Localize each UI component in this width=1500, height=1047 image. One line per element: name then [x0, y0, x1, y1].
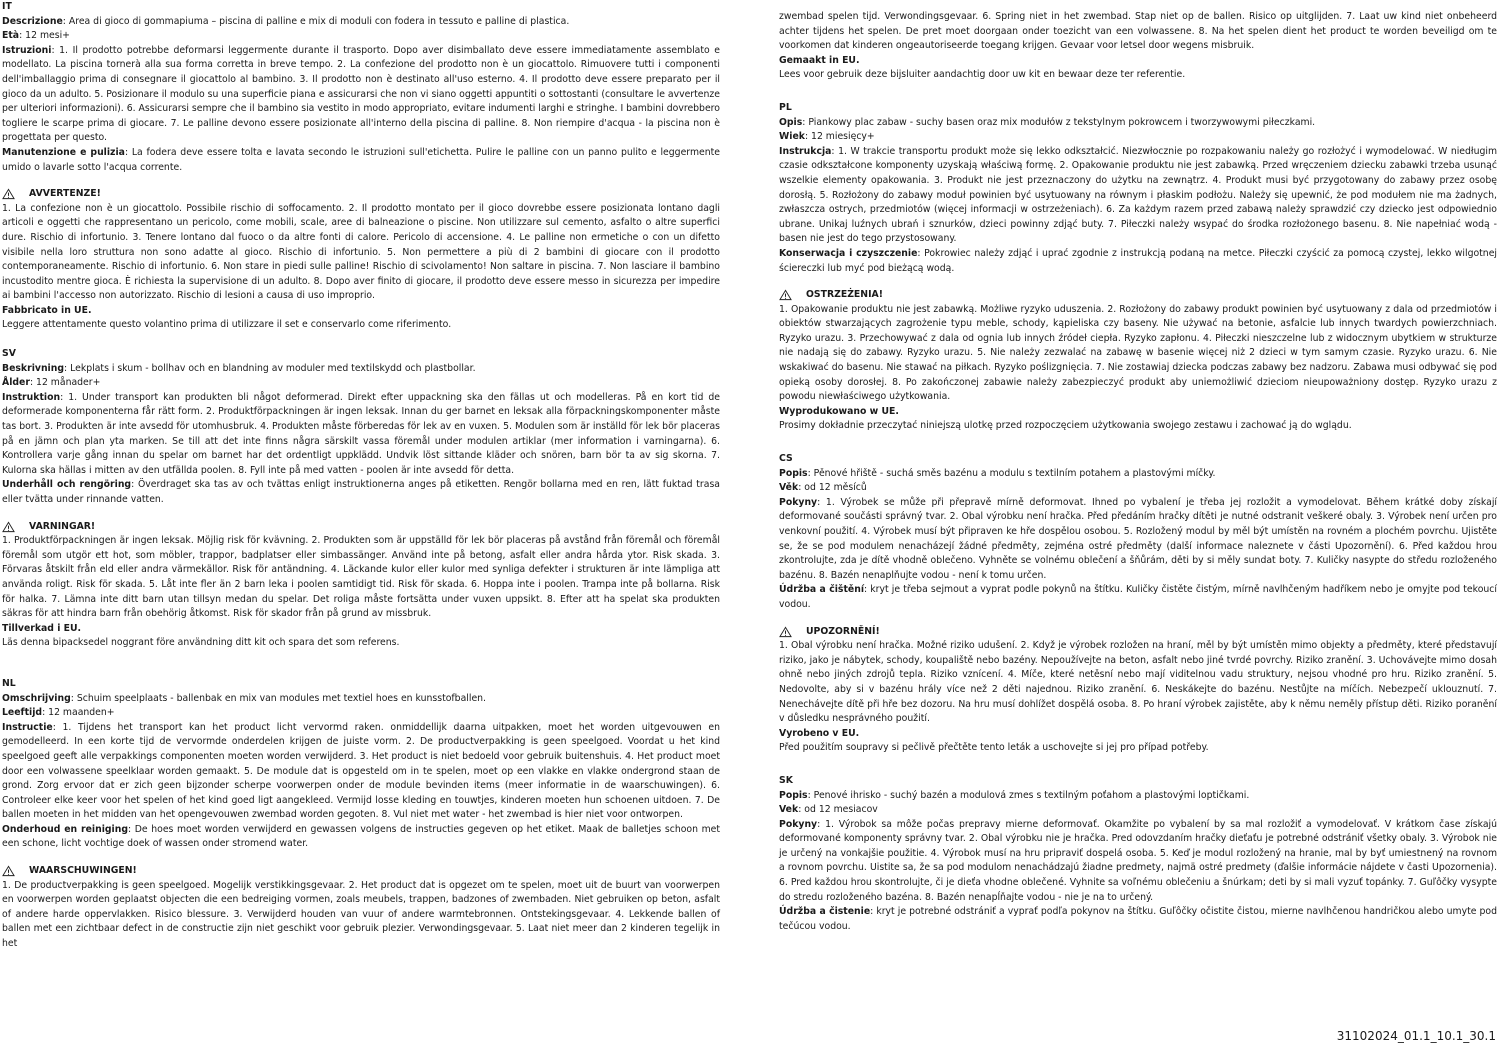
- description: Opis: Piankowy plac zabaw - suchy basen oraz mix modułów z tekstylnym pokrowcem i tworzywowymi piłeczkami.: [779, 116, 1316, 128]
- section-pl: [779, 101, 1497, 434]
- warnings-text: 1. Opakowanie produktu nie jest zabawką. Możliwe ryzyko uduszenia. 2. Rozłożony do zabawy produkt powinien być usytuowany z dala od przedmiotów i obiektów stwarzających zagrożenie typu meble, schody, kąpieliska czy baseny. Nie używać na betonie, asfalcie lub innych twardych powierzchniach. Ryzyko urazu. 3. Przechowywać z dala od ognia lub innych źródeł ciepła. Ryzyko zapłonu. 4. Piłeczki nieszczelne lub z widocznym ubytkiem w strukturze nie nadają się do zabawy. Ryzyko urazu. 5. Nie należy zezwalać na zabawę w basenie więcej niż 2 dzieci w tym samym czasie. Ryzyko urazu. 6. Nie wskakiwać do basenu. Nie stawać na piłkach. Ryzyko poślizgnięcia. 7. Nie zostawiaj dziecka podczas zabawy bez nadzoru. Zabawa musi odbywać się pod opieką osoby dorosłej. 8. Po zakończonej zabawie należy zabezpieczyć produkt aby uniemożliwić dzieciom nieupoważniony dostęp. Ryzyko urazu z powodu niewłaściwego użytkowania.: [779, 303, 1497, 403]
- warnings-heading: AVVERTENZE!: [2, 187, 720, 202]
- warning-triangle-icon: [779, 289, 792, 301]
- maintenance: Manutenzione e pulizia: La fodera deve essere tolta e lavata secondo le istruzioni sull'etichetta. Pulire le palline con un panno pulito e leggermente umido o lavarle sotto l'acqua corrente.: [2, 146, 720, 173]
- document-code: 31102024_01.1_10.1_30.1: [1336, 1029, 1496, 1043]
- section-it: [2, 0, 720, 333]
- read-note: Lees voor gebruik deze bijsluiter aandachtig door uw kit en bewaar deze ter referentie.: [779, 69, 1186, 81]
- lang-code: CS: [779, 453, 793, 465]
- section-nl: [2, 677, 720, 952]
- right-column: [779, 10, 1497, 948]
- lang-code: IT: [2, 1, 12, 12]
- instructions: Pokyny: 1. Výrobek se může při přepravě mírně deformovat. Ihned po vybalení je třeba jej rozložit a vymodelovat. Během krátké doby získají deformované součásti správný tvar. 2. Obal výrobku není hračka. Před předáním hračky dítěti je nutné odstranit veškeré obaly. 3. Výrobek není určen pro venkovní použití. 4. Výrobek musí být připraven ke hře dospělou osobou. 5. Rozložený modul by měl být umístěn na rovném a plochém povrchu. Ujistěte se, že se pod modulem nenacházejí žádné předměty, zejména ostré předměty (další informace naleznete v části Upozornění). 6. Před každou hrou zkontrolujte, zda je dítě vhodně oblečeno. Vyhněte se volnému oblečení a šňůrám, děti by si měly sundat boty. 7. Kuličky nasypte do středu rozloženého bazénu. 8. Bazén nenaplňujte vodou - není k tomu určen.: [779, 496, 1497, 581]
- age: Età: 12 mesi+: [2, 30, 70, 42]
- instructions: Instructie: 1. Tijdens het transport kan het product licht vervormd raken. onmiddellijk daarna uitpakken, moet het worden uitgevouwen en gemodelleerd. In een korte tijd de vervormde onderdelen krijgen de juiste vorm. 2. De productverpakking is geen speelgoed. Voordat u het kind speelgoed geeft alle verpakkings componenten moeten worden verwijderd. 3. Het product is niet bedoeld voor gebruik buitenshuis. 4. Het product moet door een volwassene speelklaar worden gemaakt. 5. De module dat is opgesteld om in te spelen, moet op een vlakke en vlakke ondergrond staan de grond. Zorg ervoor dat er zich geen bijzonder scherpe voorwerpen onder de module bevinden items (meer informatie in de waarschuwingen). 6. Controleer elke keer voor het spelen of het kind goed ligt aangekleed. Vermijd losse kleding en touwtjes, kinderen moeten hun schoenen uitdoen. 7. De ballen moeten in het midden van het opengevouwen zwembad worden gegoten. 8. Vul niet met water - het zwembad is hier niet voor ontworpen.: [2, 721, 720, 821]
- maintenance: Údržba a čistenie: kryt je potrebné odstrániť a vyprať podľa pokynov na štítku. Guľôčky očistite čistou, mierne navlhčenou handričkou alebo umyte pod tečúcou vodou.: [779, 906, 1497, 932]
- age: Věk: od 12 měsíců: [779, 482, 867, 494]
- lang-code: PL: [779, 101, 792, 113]
- description: Popis: Pěnové hřiště - suchá směs bazénu a modulu s textilním potahem a plastovými míčky.: [779, 467, 1216, 479]
- instructions: Istruzioni: 1. Il prodotto potrebbe deformarsi leggermente durante il trasporto. Dopo aver disimballato deve essere immediatamente assemblato e modellato. La piscina tornerà alla sua forma corretta in breve tempo. 2. La confezione del prodotto non è un giocattolo. Rimuovere tutti i componenti dell'imballaggio prima di consegnare il giocattolo al bambino. 3. Il prodotto non è destinato all'uso esterno. 4. Il prodotto deve essere preparato per il gioco da un adulto. 5. Posizionare il modulo su una superficie piana e assicurarsi che non vi siano oggetti appuntiti o sottostanti (consultare le avvertenze per ulteriori informazioni). 6. Assicurarsi sempre che il bambino sia vestito in modo appropriato, evitare indumenti larghi e stringhe. I bambini dovrebbero togliere le scarpe prima di giocare. 7. Le palline devono essere posizionate all'interno della piscina di palline. 8. Non riempire d'acqua - la piscina non è progettata per questo.: [2, 44, 720, 144]
- lang-code: SV: [2, 348, 16, 360]
- warnings-text: 1. La confezione non è un giocattolo. Possibile rischio di soffocamento. 2. Il prodotto montato per il gioco dovrebbe essere posizionata lontano dagli articoli e oggetti che rappresentano un pericolo, come mobili, scale, aree di balneazione o piscine. Non utilizzare sul cemento, asfalto o altre superfici dure. Rischio di infortunio. 3. Tenere lontano dal fuoco o da altre fonti di calore. Pericolo di accensione. 4. Le palline non ermetiche o con un difetto visibile nella loro struttura non sono adatte al gioco. Rischio di infortunio. 5. Non permettere a più di 2 bambini di giocare con il prodotto contemporaneamente. Rischio di infortunio. 6. Non stare in piedi sulle palline! Rischio di scivolamento! Non saltare in piscina. 7. Non lasciare il bambino incustodito mentre gioca. È richiesta la supervisione di un adulto. 8. Dopo aver finito di giocare, il prodotto deve essere messo in sicurezza per impedire ai bambini l'accesso non autorizzato. Rischio di lesioni a causa di uso improprio.: [2, 202, 720, 302]
- maintenance: Onderhoud en reiniging: De hoes moet worden verwijderd en gewassen volgens de instructies gegeven op het etiket. Maak de balletjes schoon met een schone, licht vochtige doek of wassen onder stromend water.: [2, 823, 720, 850]
- warnings-text: 1. Produktförpackningen är ingen leksak. Möjlig risk för kvävning. 2. Produkten som är uppställd för lek bör placeras på avstånd från föremål och föremål föremål som utgör ett hot, som möbler, trappor, badplatser eller simbassänger. Använd inte på betong, asfalt eller andra hårda ytor. Risk skada. 3. Förvaras åtskilt från eld eller andra värmekällor. Risk för antändning. 4. Läckande kulor eller kulor med synliga defekter i strukturen är inte lämpliga att använda roligt. Risk för skada. 5. Låt inte fler än 2 barn leka i poolen samtidigt tid. Risk för skada. 6. Hoppa inte i poolen. Trampa inte på bollarna. Risk för halka. 7. Lämna inte ditt barn utan tillsyn medan du spelar. Det roliga måste fortsätta under vuxen uppsikt. 8. Efter att ha spelat ska produkten säkras för att hindra barn från obehörig åtkomst. Risk för skador från på grund av missbruk.: [2, 535, 720, 620]
- section-sk: [779, 774, 1497, 935]
- warnings-heading: VARNINGAR!: [2, 520, 720, 535]
- warning-triangle-icon: [779, 626, 792, 638]
- description: Descrizione: Area di gioco di gommapiuma – piscina di palline e mix di moduli con fodera in tessuto e palline di plastica.: [2, 15, 570, 27]
- made-in: Vyrobeno v EU.: [779, 727, 860, 739]
- maintenance: Konserwacja i czyszczenie: Pokrowiec należy zdjąć i uprać zgodnie z instrukcją podaną na metce. Piłeczki czyścić za pomocą czystej, lekko wilgotnej ściereczki lub myć pod bieżącą wodą.: [779, 247, 1497, 274]
- made-in: Wyprodukowano w UE.: [779, 405, 899, 417]
- warning-triangle-icon: [2, 865, 15, 877]
- section-nl-continued: [779, 10, 1497, 83]
- read-note: Před použitím soupravy si pečlivě přečtěte tento leták a uschovejte si jej pro případ potřeby.: [779, 742, 1209, 754]
- age: Leeftijd: 12 maanden+: [2, 707, 115, 719]
- maintenance: Údržba a čištění: kryt je třeba sejmout a vyprat podle pokynů na štítku. Kuličky čistěte čistým, mírně navlhčeným hadříkem nebo je omyjte pod tekoucí vodou.: [779, 584, 1497, 610]
- warnings-text: 1. De productverpakking is geen speelgoed. Mogelijk verstikkingsgevaar. 2. Het product dat is opgezet om te spelen, moet uit de buurt van voorwerpen en voorwerpen worden geplaatst objecten die een bedreiging vormen, zoals meubels, trappen, badzones of zwembaden. Niet gebruiken op beton, asfalt of andere harde oppervlakken. Risico blessure. 3. Verwijderd houden van vuur of andere warmtebronnen. Ontstekingsgevaar. 4. Lekkende ballen of ballen met een zichtbaar defect in de constructie zijn niet geschikt voor gebruik plezier. Verwondingsgevaar. 5. Laat niet meer dan 2 kinderen tegelijk in het: [2, 879, 720, 950]
- warnings-heading: UPOZORNĚNÍ!: [779, 625, 1497, 640]
- section-sv: [2, 347, 720, 651]
- lang-code: SK: [779, 774, 793, 786]
- age: Ålder: 12 månader+: [2, 377, 101, 389]
- description: Beskrivning: Lekplats i skum - bollhav och en blandning av moduler med textilskydd och plastbollar.: [2, 362, 476, 374]
- instructions: Instrukcja: 1. W trakcie transportu produkt może się lekko odkształcić. Niezwłocznie po rozpakowaniu należy go rozłożyć i wymodelować. W niedługim czasie odkształcone komponenty uzyskają właściwą formę. 2. Opakowanie produktu nie jest zabawką. Przed wręczeniem dziecku zabawki trzeba usunąć wszelkie elementy opakowania. 3. Produkt nie jest przeznaczony do użytku na zewnątrz. 4. Produkt musi być przygotowany do zabawy przez osobę dorosłą. 5. Rozłożony do zabawy moduł powinien być usytuowany na równym i płaskim podłożu. Należy się upewnić, że pod modułem nie ma żadnych, zwłaszcza ostrych, przedmiotów (więcej informacji w ostrzeżeniach). 6. Za każdym razem przed zabawą należy sprawdzić czy dziecko jest odpowiednio ubrane. Unikaj luźnych ubrań i sznurków, dzieci powinny zdjąć buty. 7. Piłeczki należy wsypać do środka rozłożonego basenu. 8. Nie napełniać wodą - basen nie jest do tego przystosowany.: [779, 145, 1497, 245]
- made-in: Tillverkad i EU.: [2, 622, 82, 634]
- warning-triangle-icon: [2, 188, 15, 200]
- instructions: Pokyny: 1. Výrobok sa môže počas prepravy mierne deformovať. Okamžite po vybalení by sa mal rozložiť a vymodelovať. V krátkom čase získajú deformované komponenty správny tvar. 2. Obal výrobku nie je hračka. Pred odovzdaním hračky dieťaťu je potrebné odstrániť všetky obaly. 3. Výrobok nie je určený na vonkajšie použitie. 4. Výrobok musí na hru pripraviť dospelá osoba. 5. Keď je modul rozložený na hranie, mal by byť umiestnený na rovnom a rovnom povrchu. Uistite sa, že sa pod modulom nenachádzajú žiadne predmety, najmä ostré predmety (ďalšie informácie nájdete v časti Upozornenia). 6. Pred každou hrou skontrolujte, či je dieťa vhodne oblečené. Vyhnite sa voľnému oblečeniu a šnúrkam; deti by si mali vyzuť topánky. 7. Guľôčky vysypte do stredu rozloženého bazéna. 8. Bazén nenapĺňajte vodou - nie je na to určený.: [779, 818, 1497, 903]
- read-note: Leggere attentamente questo volantino prima di utilizzare il set e conservarlo come riferimento.: [2, 319, 452, 331]
- left-column: [2, 0, 720, 966]
- maintenance: Underhåll och rengöring: Överdraget ska tas av och tvättas enligt instruktionerna anges på etiketten. Rengör bollarna med en ren, lätt fuktad trasa eller tvätta under rinnande vatten.: [2, 479, 720, 505]
- section-cs: [779, 452, 1497, 756]
- age: Wiek: 12 miesięcy+: [779, 131, 875, 143]
- age: Vek: od 12 mesiacov: [779, 804, 878, 816]
- made-in: Fabbricato in UE.: [2, 304, 92, 316]
- warnings-text: 1. Obal výrobku není hračka. Možné riziko udušení. 2. Když je výrobek rozložen na hraní, měl by být umístěn mimo objekty a předměty, které představují riziko, jako je nábytek, schody, koupaliště nebo bazény. Nepoužívejte na beton, asfalt nebo jiné tvrdé povrchy. Riziko zranění. 3. Uchovávejte mimo dosah ohně nebo jiných zdrojů tepla. Riziko vznícení. 4. Míče, které netěsní nebo mají viditelnou vadu struktury, nejsou vhodné pro hru. Riziko zranění. 5. Nedovolte, aby si v bazénu hrály více než 2 děti najednou. Riziko zranění. 6. Neskákejte do bazénu. Nestůjte na míčích. Nebezpečí uklouznutí. 7. Nenechávejte dítě při hře bez dozoru. Na hru musí dohlížet dospělá osoba. 8. Po hraní výrobek zajistěte, aby k němu neměly přístup děti. Riziko poranění v důsledku nesprávného použití.: [779, 640, 1497, 725]
- warnings-heading: OSTRZEŻENIA!: [779, 288, 1497, 303]
- lang-code: NL: [2, 677, 16, 689]
- warning-triangle-icon: [2, 521, 15, 533]
- warnings-heading: WAARSCHUWINGEN!: [2, 864, 720, 879]
- made-in: Gemaakt in EU.: [779, 54, 860, 66]
- description: Omschrijving: Schuim speelplaats - ballenbak en mix van modules met textiel hoes en kunsstofballen.: [2, 692, 487, 704]
- warnings-text-continued: zwembad spelen tijd. Verwondingsgevaar. 6. Spring niet in het zwembad. Stap niet op de ballen. Risico op uitglijden. 7. Laat uw kind niet onbeheerd achter tijdens het spelen. De pret moet doorgaan onder toezicht van een volwassene. 8. Na het spelen dient het product te worden beveiligd om te voorkomen dat kinderen ongeautoriseerde toegang krijgen. Gevaar voor letsel door wegens misbruik.: [779, 11, 1497, 52]
- instructions: Instruktion: 1. Under transport kan produkten bli något deformerad. Direkt efter uppackning ska den fällas ut och modelleras. På en kort tid de deformerade komponenterna får rätt form. 2. Produktförpackningen är ingen leksak. Innan du ger barnet en leksak alla förpackningskomponenter måste tas bort. 3. Produkten är inte avsedd för utomhusbruk. 4. Produkten måste förberedas för lek av en vuxen. 5. Modulen som är inställd för lek bör placeras på en jämn och plan yta marken. Se till att det inte finns några särskilt vassa föremål under modulen artiklar (mer information i varningarna). 6. Kontrollera varje gång innan du spelar om barnet har det ordentligt uppklädd. Undvik löst sittande kläder och snören, barn bör ta av sig skorna. 7. Kulorna ska hällas i mitten av den utfällda poolen. 8. Fyll inte på med vatten - poolen är inte avsedd för detta.: [2, 391, 720, 476]
- description: Popis: Penové ihrisko - suchý bazén a modulová zmes s textilným poťahom a plastovými loptičkami.: [779, 789, 1250, 801]
- read-note: Läs denna bipacksedel noggrant före användning ditt kit och spara det som referens.: [2, 637, 400, 649]
- read-note: Prosimy dokładnie przeczytać niniejszą ulotkę przed rozpoczęciem użytkowania swojego zestawu i zachować ją do wglądu.: [779, 420, 1352, 432]
